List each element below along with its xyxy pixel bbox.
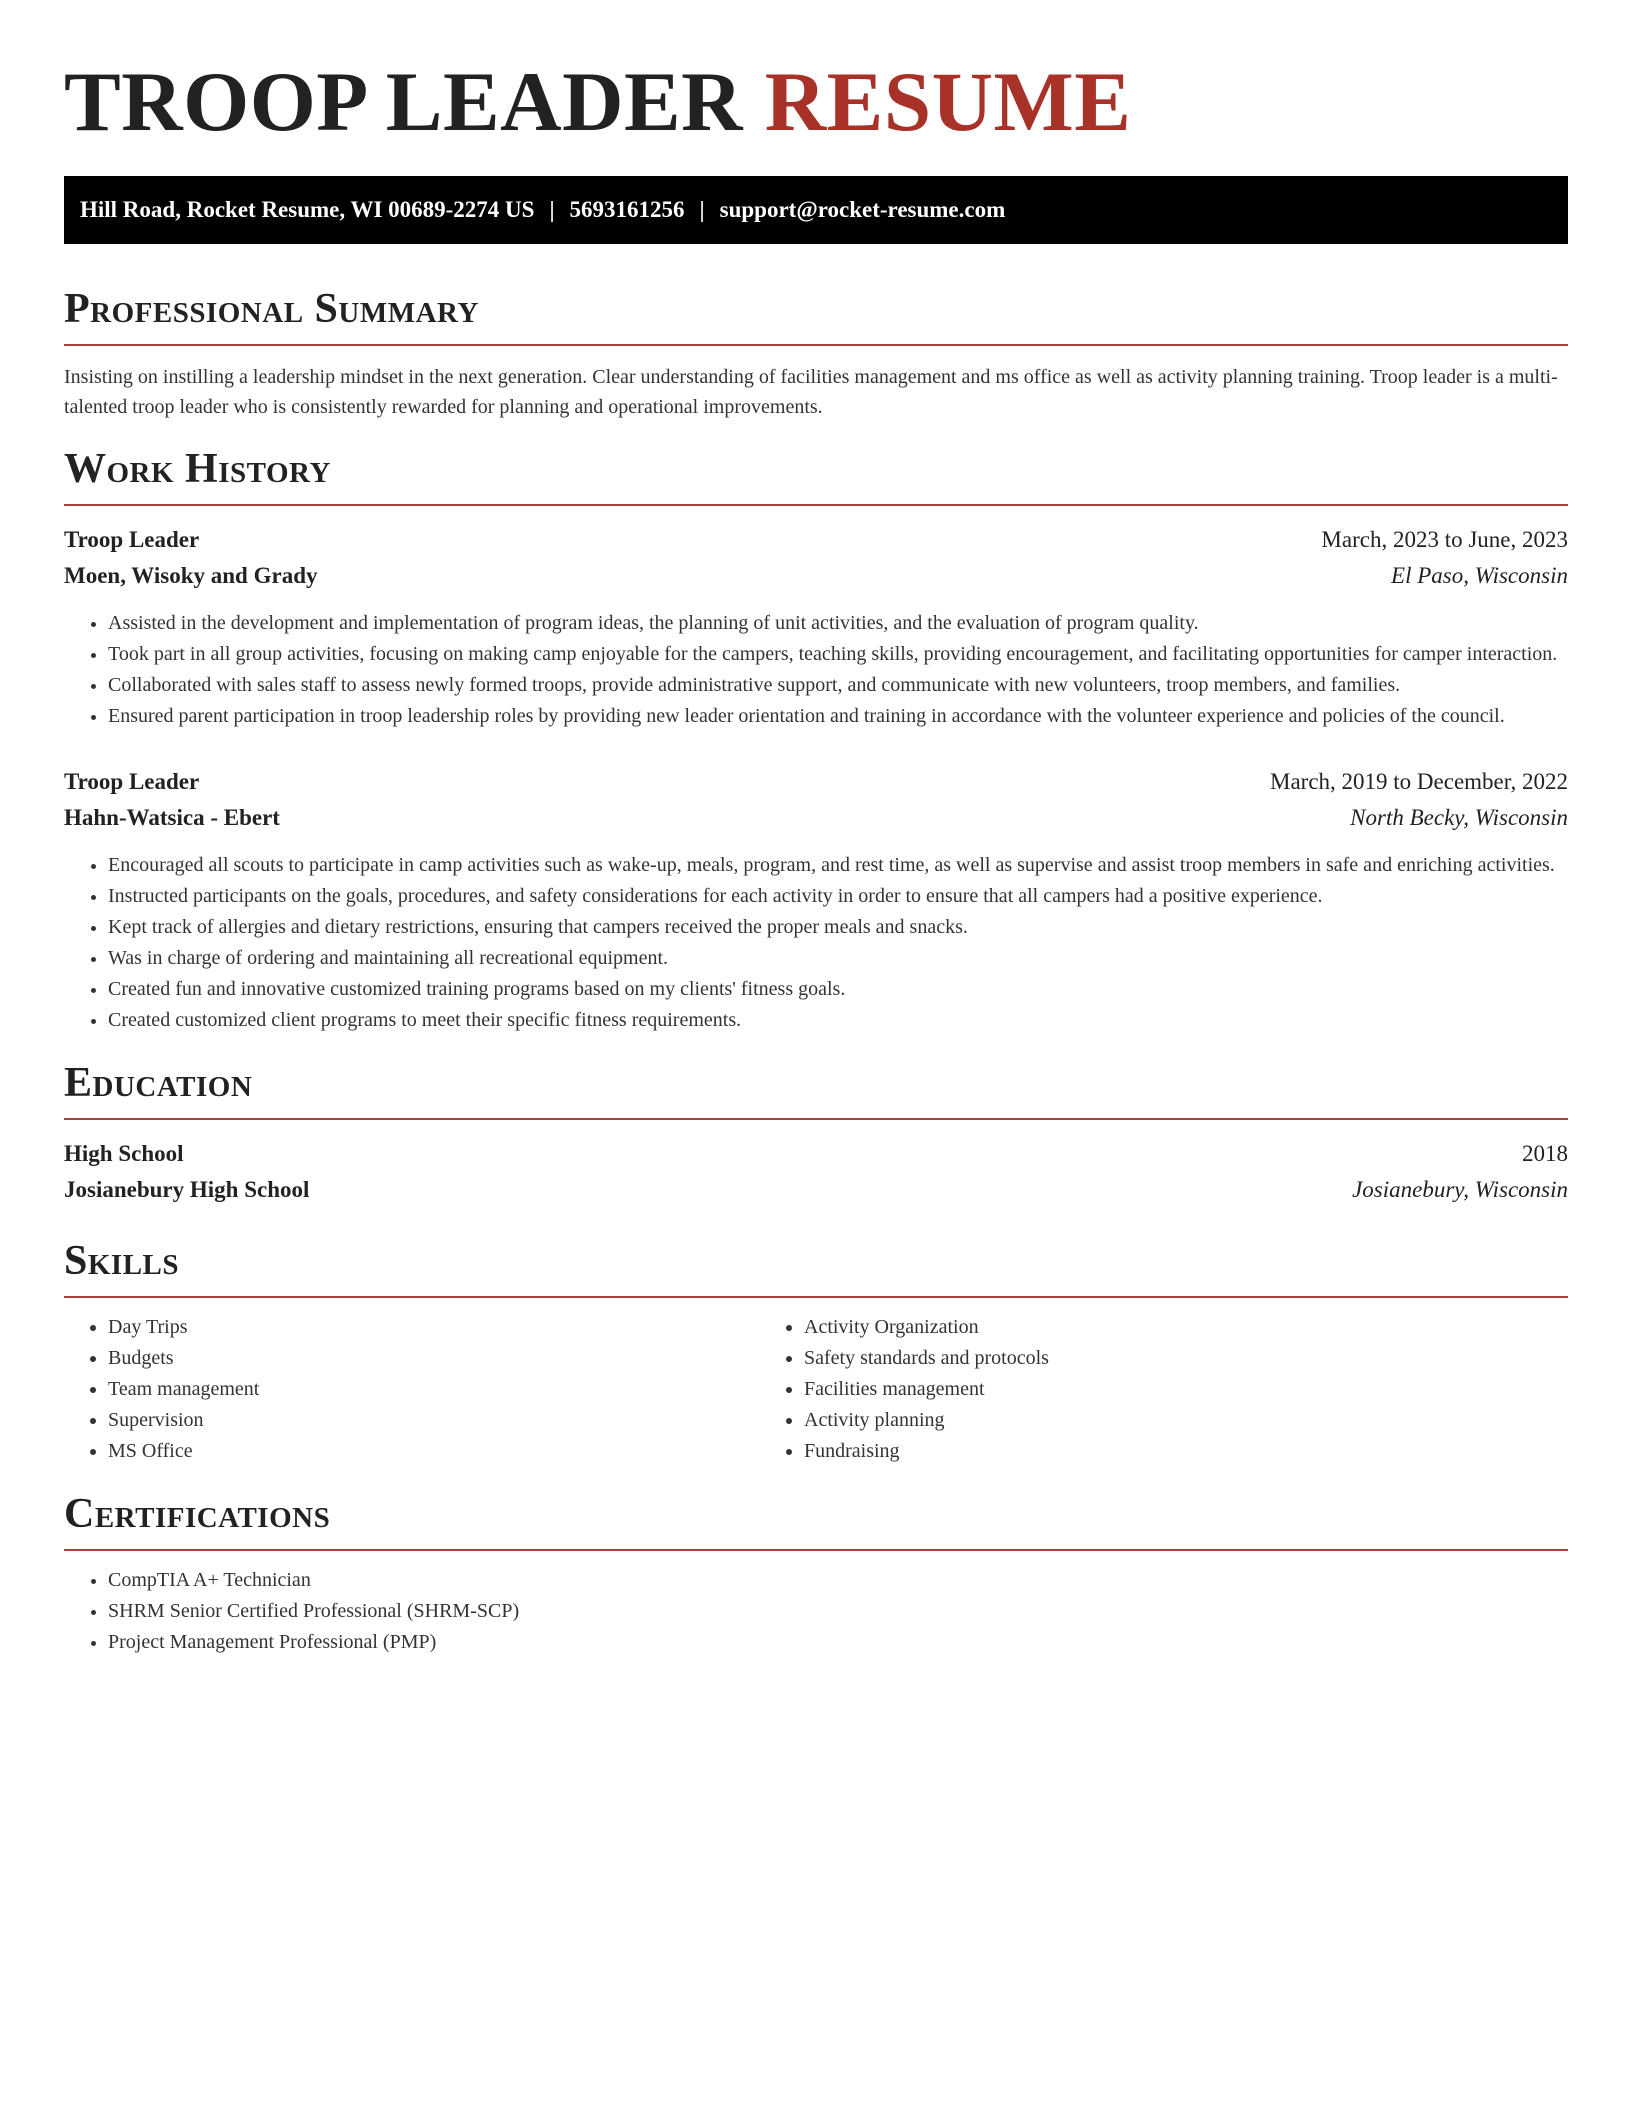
job-location: El Paso, Wisconsin — [1391, 563, 1568, 588]
job-title: Troop Leader — [64, 769, 200, 794]
skill-item: • Budgets — [108, 1343, 760, 1374]
education-heading: Education — [64, 1060, 253, 1106]
section-divider — [64, 1296, 1568, 1298]
certification-item: • SHRM Senior Certified Professional (SHRM-SCP) — [108, 1596, 1568, 1627]
job-bullet: • Was in charge of ordering and maintaining all recreational equipment. — [108, 943, 1568, 974]
summary-text: Insisting on instilling a leadership mindset in the next generation. Clear understanding of facilities management and ms office as well as activity planning training. Troop leader is a multi-talented troop leader who is consistently rewarded for planning and operational improvements. — [64, 366, 1558, 418]
job-bullet: • Instructed participants on the goals, procedures, and safety considerations for each activity in order to ensure that all campers had a positive experience. — [108, 881, 1568, 912]
job-bullet: • Took part in all group activities, focusing on making camp enjoyable for the campers, teaching skills, providing encouragement, and facilitating opportunities for camper interaction. — [108, 639, 1568, 670]
title-accent: RESUME — [764, 55, 1132, 149]
job-title-row — [64, 522, 1568, 558]
job-bullet: • Created fun and innovative customized training programs based on my clients' fitness goals. — [108, 974, 1568, 1005]
job-bullet: • Created customized client programs to meet their specific fitness requirements. — [108, 1005, 1568, 1036]
certifications-list — [64, 1565, 1568, 1658]
education-year: 2018 — [1522, 1141, 1568, 1166]
education-section — [64, 1058, 1568, 1208]
job-location: North Becky, Wisconsin — [1350, 805, 1568, 830]
certification-item: • CompTIA A+ Technician — [108, 1565, 1568, 1596]
skills-columns — [64, 1312, 1568, 1467]
skill-item: • Facilities management — [804, 1374, 1456, 1405]
job-bullet: • Assisted in the development and implementation of program ideas, the planning of unit activities, and the evaluation of program quality. — [108, 608, 1568, 639]
job-entry — [64, 522, 1568, 732]
section-divider — [64, 1118, 1568, 1120]
section-divider — [64, 344, 1568, 346]
education-school: Josianebury High School — [64, 1177, 310, 1202]
skill-item: • Day Trips — [108, 1312, 760, 1343]
job-company: Moen, Wisoky and Grady — [64, 563, 318, 588]
certifications-heading: Certifications — [64, 1491, 331, 1537]
education-degree-row — [64, 1136, 1568, 1172]
education-entry — [64, 1136, 1568, 1208]
work-history-heading: Work History — [64, 446, 331, 492]
job-company: Hahn-Watsica - Ebert — [64, 805, 280, 830]
skill-item: • Supervision — [108, 1405, 760, 1436]
summary-section — [64, 284, 1568, 422]
job-dates: March, 2023 to June, 2023 — [1321, 527, 1568, 552]
job-dates: March, 2019 to December, 2022 — [1270, 769, 1568, 794]
work-history-section — [64, 444, 1568, 1036]
job-title: Troop Leader — [64, 527, 200, 552]
job-title-row — [64, 764, 1568, 800]
skill-item: • Activity planning — [804, 1405, 1456, 1436]
job-bullets — [64, 850, 1568, 1036]
certifications-section — [64, 1489, 1568, 1658]
skills-heading: Skills — [64, 1238, 180, 1284]
skill-item: • Safety standards and protocols — [804, 1343, 1456, 1374]
section-divider — [64, 504, 1568, 506]
title-main: TROOP LEADER — [64, 55, 744, 149]
education-location: Josianebury, Wisconsin — [1352, 1177, 1568, 1202]
skills-list-right — [760, 1312, 1456, 1467]
skill-item: • MS Office — [108, 1436, 760, 1467]
skill-item: • Fundraising — [804, 1436, 1456, 1467]
section-divider — [64, 1549, 1568, 1551]
job-bullet: • Encouraged all scouts to participate in camp activities such as wake-up, meals, program, and rest time, as well as supervise and assist troop members in safe and enriching activities. — [108, 850, 1568, 881]
contact-separator: | — [699, 197, 705, 222]
job-entry — [64, 764, 1568, 1036]
summary-heading: Professional Summary — [64, 286, 479, 332]
job-bullet: • Collaborated with sales staff to assess newly formed troops, provide administrative support, and communicate with new volunteers, troop members, and families. — [108, 670, 1568, 701]
skill-item: • Activity Organization — [804, 1312, 1456, 1343]
job-company-row — [64, 558, 1568, 594]
resume-title — [64, 0, 1568, 150]
job-bullet: • Ensured parent participation in troop leadership roles by providing new leader orientation and training in accordance with the volunteer experience and policies of the council. — [108, 701, 1568, 732]
contact-address: Hill Road, Rocket Resume, WI 00689-2274 US — [80, 197, 535, 222]
contact-email: support@rocket-resume.com — [719, 197, 1006, 222]
certification-item: • Project Management Professional (PMP) — [108, 1627, 1568, 1658]
education-school-row — [64, 1172, 1568, 1208]
skill-item: • Team management — [108, 1374, 760, 1405]
job-company-row — [64, 800, 1568, 836]
job-bullets — [64, 608, 1568, 732]
skills-list-left — [64, 1312, 760, 1467]
job-bullet: • Kept track of allergies and dietary restrictions, ensuring that campers received the proper meals and snacks. — [108, 912, 1568, 943]
education-degree: High School — [64, 1141, 184, 1166]
contact-phone: 5693161256 — [569, 197, 685, 222]
skills-section — [64, 1236, 1568, 1467]
contact-bar — [64, 176, 1568, 244]
contact-separator: | — [549, 197, 555, 222]
